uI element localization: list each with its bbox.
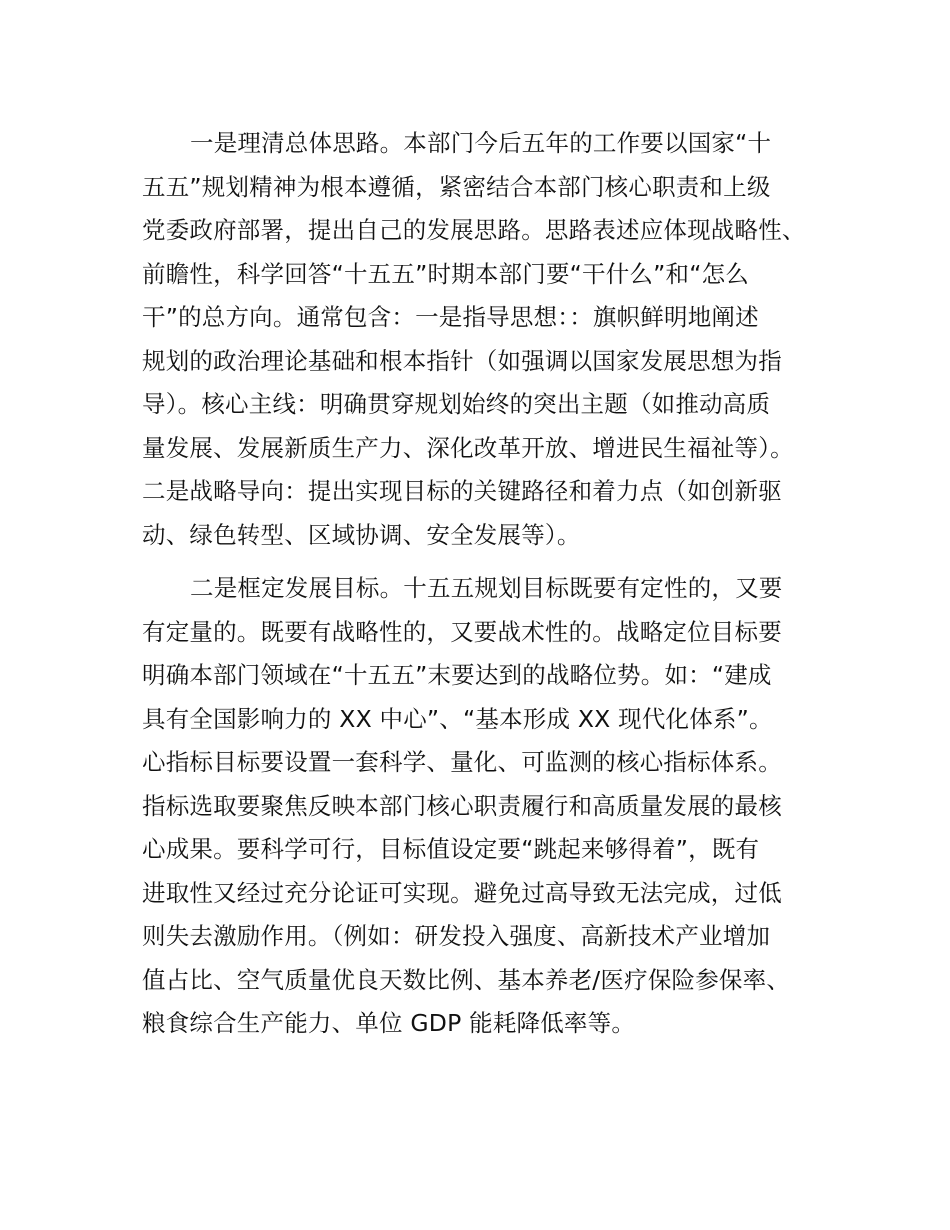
paragraph-line: 明确本部门领域在“十五五”末要达到的战略位势。如：“建成 (142, 661, 772, 689)
paragraph-line: 五五”规划精神为根本遵循，紧密结合本部门核心职责和上级 (142, 172, 771, 201)
paragraph-line: 量发展、发展新质生产力、深化改革开放、增进民生福祉等）。 (142, 433, 794, 462)
paragraph-line: 一是理清总体思路。本部门今后五年的工作要以国家“十 (190, 129, 772, 157)
paragraph-line: 值占比、空气质量优良天数比例、基本养老/医疗保险参保率、 (142, 965, 791, 994)
paragraph-line: 动、绿色转型、区域协调、安全发展等）。 (142, 520, 581, 549)
paragraph-line: 党委政府部署，提出自己的发展思路。思路表述应体现战略性、 (142, 216, 806, 244)
document-body (142, 122, 832, 1046)
paragraph-line: 导）。核心主线：明确贯穿规划始终的突出主题（如推动高质 (142, 390, 771, 418)
paragraph-line: 二是战略导向：提出实现目标的关键路径和着力点（如创新驱 (142, 477, 782, 505)
paragraph-overall-approach (142, 122, 832, 557)
paragraph-line: 规划的政治理论基础和根本指针（如强调以国家发展思想为指 (142, 346, 782, 375)
paragraph-line: 则失去激励作用。（例如：研发投入强度、高新技术产业增加 (142, 922, 771, 950)
paragraph-line: 干”的总方向。通常包含：一是指导思想：：旗帜鲜明地阐述 (142, 303, 759, 331)
paragraph-spacer (142, 557, 832, 567)
paragraph-line: 心指标目标要设置一套科学、量化、可监测的核心指标体系。 (142, 748, 782, 776)
paragraph-line: 粮食综合生产能力、单位 GDP 能耗降低率等。 (142, 1009, 636, 1037)
paragraph-line: 指标选取要聚焦反映本部门核心职责履行和高质量发展的最核 (142, 791, 782, 820)
paragraph-line: 前瞻性，科学回答“十五五”时期本部门要“干什么”和“怎么 (142, 259, 749, 288)
paragraph-line: 二是框定发展目标。十五五规划目标既要有定性的，又要 (190, 574, 783, 602)
paragraph-line: 有定量的。既要有战略性的，又要战术性的。战略定位目标要 (142, 617, 782, 646)
paragraph-line: 心成果。要科学可行，目标值设定要“跳起来够得着”，既有 (142, 835, 760, 863)
paragraph-development-goals (142, 567, 832, 1046)
paragraph-line: 进取性又经过充分论证可实现。避免过高导致无法完成，过低 (142, 878, 782, 907)
paragraph-line: 具有全国影响力的 XX 中心”、“基本形成 XX 现代化体系”。 (142, 704, 773, 733)
